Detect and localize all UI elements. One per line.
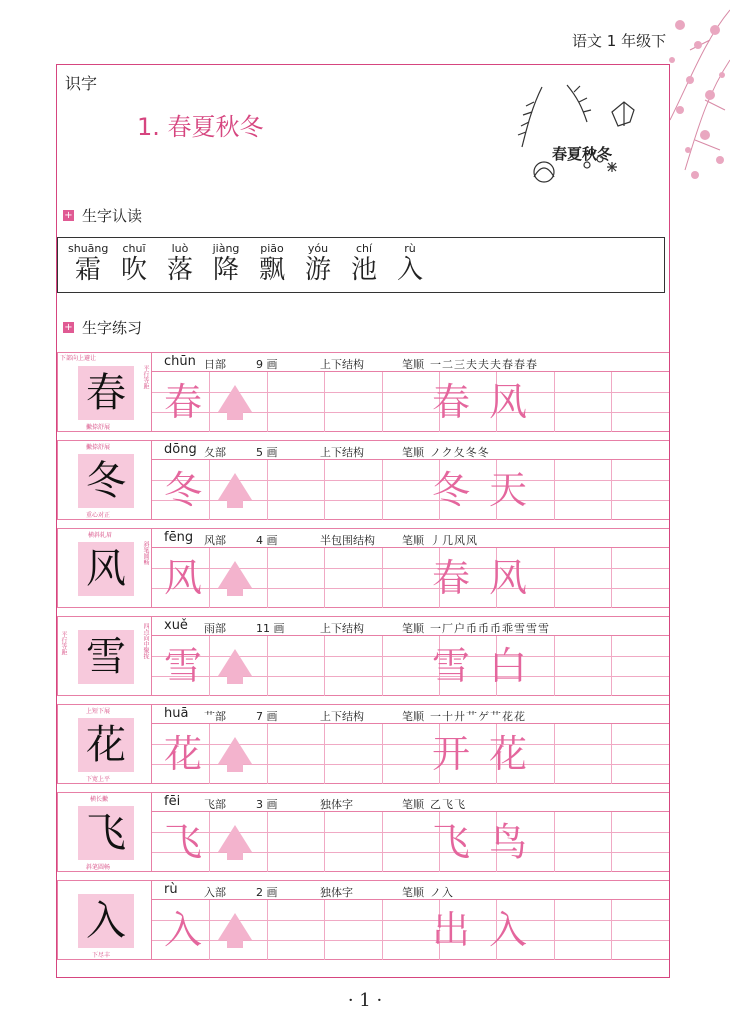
- char-structure: 上下结构: [320, 446, 364, 459]
- word-char-2: 花: [488, 732, 527, 776]
- trace-char: 冬: [163, 468, 202, 512]
- stroke-order-label: 笔顺: [402, 534, 424, 547]
- word-char-1: 开: [431, 732, 470, 776]
- writing-tip: 斜笔圆畅: [86, 864, 111, 871]
- char-shape-outline: [215, 734, 255, 774]
- model-char: 入: [86, 898, 126, 944]
- char-shape-outline: [215, 470, 255, 510]
- word-char-2: 白: [488, 644, 527, 688]
- worksheet-frame: [56, 64, 670, 978]
- char-radical: 艹部: [204, 710, 226, 723]
- reading-word-pinyin: jiàng: [212, 242, 240, 255]
- writing-tip: 撇捺舒展: [86, 444, 111, 451]
- char-info: [152, 352, 669, 372]
- writing-tip: 下尽丰: [92, 952, 111, 959]
- word-char-1: 春: [431, 380, 470, 424]
- practice-heading-text: 生字练习: [82, 319, 143, 337]
- writing-tip: 斜笔圆畅: [142, 541, 149, 565]
- model-char-cell: [57, 616, 152, 696]
- word-char-1: 雪: [431, 644, 470, 688]
- word-char-2: 风: [488, 556, 527, 600]
- char-info: [152, 704, 669, 724]
- stroke-order-label: 笔顺: [402, 798, 424, 811]
- trace-char: 飞: [163, 820, 202, 864]
- model-char-cell: [57, 440, 152, 520]
- word-char-1: 春: [431, 556, 470, 600]
- reading-word-char: 吹: [120, 255, 147, 285]
- writing-tip: 撇捺舒展: [86, 424, 111, 431]
- char-strokes: 11 画: [256, 622, 285, 635]
- practice-row: [57, 440, 669, 520]
- trace-char: 入: [163, 908, 202, 952]
- reading-word-box: [57, 237, 665, 293]
- model-char-cell: [57, 792, 152, 872]
- char-pinyin: rù: [164, 882, 178, 897]
- stroke-order-label: 笔顺: [402, 710, 424, 723]
- char-structure: 独体字: [320, 886, 353, 899]
- word-char-2: 鸟: [488, 820, 527, 864]
- stroke-order-label: 笔顺: [402, 358, 424, 371]
- writing-tip: 四点向中聚拢: [142, 623, 149, 659]
- word-char-2: 入: [488, 908, 527, 952]
- practice-grid: [152, 372, 669, 432]
- reading-word-pinyin: rù: [404, 242, 416, 255]
- word-char-2: 天: [488, 468, 527, 512]
- char-pinyin: dōng: [164, 442, 197, 457]
- char-info: [152, 880, 669, 900]
- char-shape-outline: [215, 646, 255, 686]
- char-info: [152, 616, 669, 636]
- practice-row: [57, 528, 669, 608]
- practice-row: [57, 792, 669, 872]
- char-strokes: 3 画: [256, 798, 278, 811]
- reading-word-pinyin: shuāng: [68, 242, 109, 255]
- reading-word-pinyin: piāo: [260, 242, 284, 255]
- reading-word-pinyin: chuī: [122, 242, 146, 255]
- reading-word: [114, 242, 154, 285]
- char-radical: 雨部: [204, 622, 226, 635]
- practice-rows: [57, 352, 669, 968]
- char-strokes: 5 画: [256, 446, 278, 459]
- model-char-cell: [57, 880, 152, 960]
- trace-char: 雪: [163, 644, 202, 688]
- model-char-cell: [57, 528, 152, 608]
- reading-word-char: 霜: [74, 255, 101, 285]
- char-pinyin: fēng: [164, 530, 194, 545]
- model-char-cell: [57, 352, 152, 432]
- reading-word: [390, 242, 430, 285]
- plus-icon: +: [64, 210, 73, 221]
- model-char: 雪: [86, 634, 126, 680]
- char-info: [152, 792, 669, 812]
- word-char-2: 风: [488, 380, 527, 424]
- char-radical: 飞部: [204, 798, 226, 811]
- writing-tip: 横斜轧眉: [88, 532, 113, 539]
- reading-word-pinyin: chí: [355, 242, 373, 255]
- char-pinyin: xuě: [164, 618, 188, 633]
- char-structure: 上下结构: [320, 622, 364, 635]
- stroke-order: 一十廾艹ゲ艹花花: [430, 710, 526, 723]
- model-char-box: [78, 806, 134, 860]
- char-pinyin: chūn: [164, 354, 196, 369]
- reading-heading: [63, 205, 142, 226]
- reading-word: [160, 242, 200, 285]
- stroke-order: ノク夂冬冬: [430, 446, 490, 459]
- writing-tip: 平行等距: [60, 631, 67, 655]
- reading-word: [206, 242, 246, 285]
- reading-word-char: 入: [396, 255, 423, 285]
- reading-word-char: 降: [212, 255, 239, 285]
- stroke-order: 一厂户币币币乖雪雪雪: [430, 622, 550, 635]
- reading-word: [68, 242, 108, 285]
- art-title: 春夏秋冬: [552, 145, 613, 163]
- char-radical: 风部: [204, 534, 226, 547]
- model-char: 春: [86, 370, 126, 416]
- reading-word-char: 落: [166, 255, 193, 285]
- grade-label: 语文 1 年级下: [572, 32, 667, 50]
- char-shape-outline: [215, 382, 255, 422]
- practice-heading: [63, 317, 142, 338]
- reading-word-char: 游: [304, 255, 331, 285]
- trace-char: 风: [163, 556, 202, 600]
- model-char-cell: [57, 704, 152, 784]
- char-radical: 日部: [204, 358, 226, 371]
- practice-row: [57, 616, 669, 696]
- char-structure: 上下结构: [320, 358, 364, 371]
- model-char: 飞: [86, 810, 126, 856]
- model-char: 风: [86, 546, 126, 592]
- stroke-order-label: 笔顺: [402, 886, 424, 899]
- lesson-title: 1. 春夏秋冬: [137, 113, 264, 141]
- practice-grid: [152, 812, 669, 872]
- char-structure: 上下结构: [320, 710, 364, 723]
- word-char-1: 冬: [431, 468, 470, 512]
- word-char-1: 出: [431, 908, 470, 952]
- char-structure: 半包围结构: [320, 534, 375, 547]
- char-info: [152, 440, 669, 460]
- char-strokes: 4 画: [256, 534, 278, 547]
- practice-row: [57, 704, 669, 784]
- writing-tip: 上短下展: [86, 708, 111, 715]
- stroke-order: 丿几风风: [430, 534, 478, 547]
- page-number: · 1 ·: [347, 990, 383, 1011]
- practice-grid: [152, 548, 669, 608]
- reading-word: [252, 242, 292, 285]
- char-pinyin: huā: [164, 706, 189, 721]
- char-strokes: 2 画: [256, 886, 278, 899]
- writing-tip: 横长撇: [90, 796, 109, 803]
- stroke-order: ノ入: [430, 886, 454, 899]
- writing-tip: 下宽上平: [86, 776, 111, 783]
- stroke-order-label: 笔顺: [402, 622, 424, 635]
- seasons-illustration: [512, 77, 662, 197]
- reading-word-pinyin: yóu: [307, 242, 329, 255]
- section-label: 识字: [65, 74, 98, 93]
- char-shape-outline: [215, 910, 255, 950]
- stroke-order: 乙飞飞: [430, 798, 466, 811]
- stroke-order-label: 笔顺: [402, 446, 424, 459]
- practice-grid: [152, 460, 669, 520]
- char-radical: 夂部: [204, 446, 226, 459]
- writing-tip: 平行等距: [142, 365, 149, 389]
- model-char-box: [78, 894, 134, 948]
- reading-word: [298, 242, 338, 285]
- reading-heading-text: 生字认读: [82, 207, 143, 225]
- practice-row: [57, 880, 669, 960]
- writing-tip: 重心对正: [86, 512, 111, 519]
- char-shape-outline: [215, 822, 255, 862]
- reading-word-char: 飘: [258, 255, 285, 285]
- trace-char: 花: [163, 732, 202, 776]
- writing-tip: 下部向上避让: [60, 355, 97, 362]
- model-char-box: [78, 366, 134, 420]
- practice-grid: [152, 900, 669, 960]
- char-strokes: 7 画: [256, 710, 278, 723]
- char-strokes: 9 画: [256, 358, 278, 371]
- reading-word-pinyin: luò: [171, 242, 189, 255]
- model-char-box: [78, 454, 134, 508]
- practice-grid: [152, 724, 669, 784]
- reading-word-char: 池: [350, 255, 377, 285]
- stroke-order: 一二三夫夫夫春春春: [430, 358, 538, 371]
- model-char-box: [78, 630, 134, 684]
- reading-word: [344, 242, 384, 285]
- char-shape-outline: [215, 558, 255, 598]
- char-pinyin: fēi: [164, 794, 181, 809]
- char-structure: 独体字: [320, 798, 353, 811]
- plus-icon: +: [64, 322, 73, 333]
- practice-row: [57, 352, 669, 432]
- model-char: 花: [86, 722, 126, 768]
- practice-grid: [152, 636, 669, 696]
- word-char-1: 飞: [431, 820, 470, 864]
- model-char-box: [78, 542, 134, 596]
- model-char: 冬: [86, 458, 126, 504]
- char-info: [152, 528, 669, 548]
- model-char-box: [78, 718, 134, 772]
- trace-char: 春: [163, 380, 202, 424]
- char-radical: 入部: [204, 886, 226, 899]
